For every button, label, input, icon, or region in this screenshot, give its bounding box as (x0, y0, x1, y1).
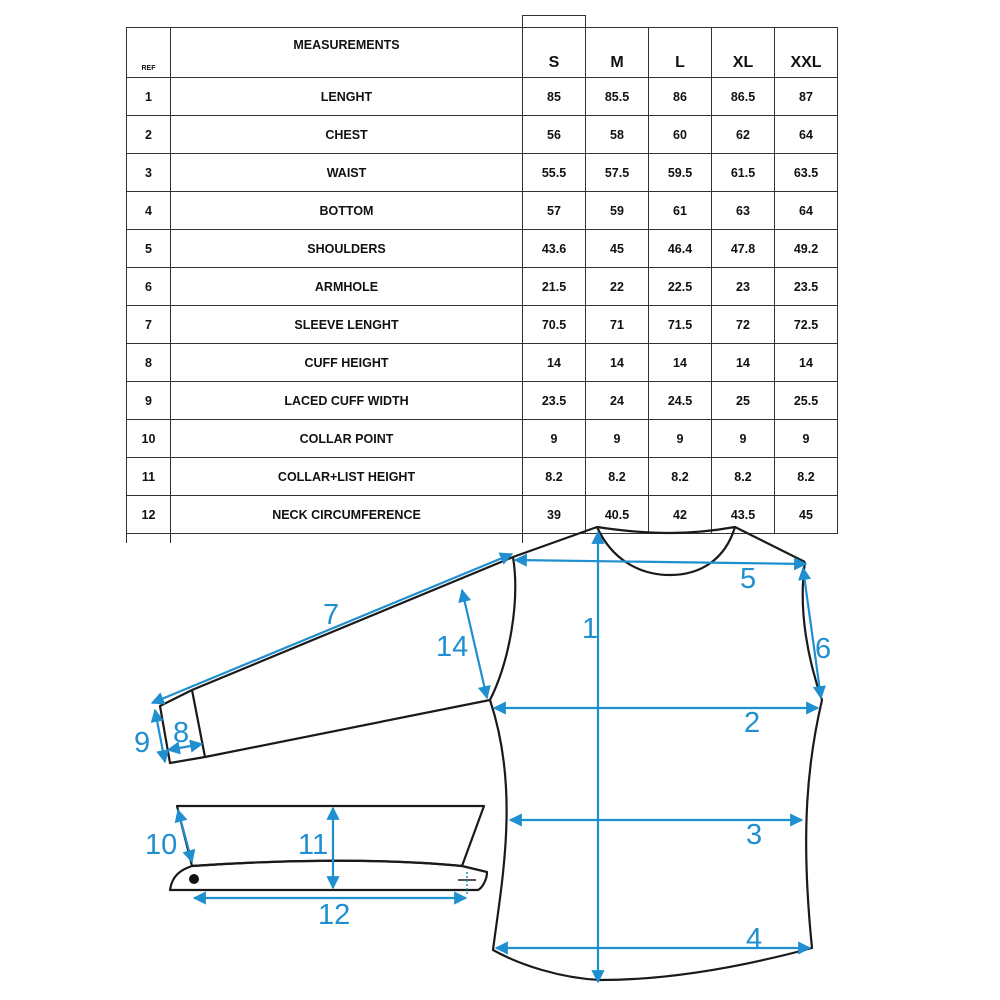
neckline (597, 527, 735, 575)
label-12: 12 (318, 899, 351, 931)
armhole-curve (490, 557, 515, 700)
label-6: 6 (815, 633, 832, 665)
row-value-l: 46.4 (649, 230, 712, 268)
row-value-m: 85.5 (586, 78, 649, 116)
collar-top (177, 806, 484, 866)
row-value-xl: 25 (712, 382, 775, 420)
row-value-xl: 62 (712, 116, 775, 154)
row-ref: 3 (127, 154, 171, 192)
row-value-m: 71 (586, 306, 649, 344)
row-value-l: 8.2 (649, 458, 712, 496)
label-11: 11 (298, 829, 329, 861)
row-value-xl: 63 (712, 192, 775, 230)
row-value-s: 8.2 (523, 458, 586, 496)
row-ref: 10 (127, 420, 171, 458)
collar-button (189, 874, 199, 884)
row-value-l: 22.5 (649, 268, 712, 306)
row-value-s: 56 (523, 116, 586, 154)
row-measurement-name: WAIST (171, 154, 523, 192)
row-measurement-name: SLEEVE LENGHT (171, 306, 523, 344)
header-size-xl: XL (712, 28, 775, 78)
row-ref: 6 (127, 268, 171, 306)
row-value-s: 39 (523, 496, 586, 534)
row-ref: 5 (127, 230, 171, 268)
header-measurements: MEASUREMENTS (171, 28, 523, 78)
row-value-xl: 47.8 (712, 230, 775, 268)
row-ref: 11 (127, 458, 171, 496)
label-5: 5 (740, 563, 757, 595)
row-value-m: 45 (586, 230, 649, 268)
row-measurement-name: SHOULDERS (171, 230, 523, 268)
row-value-l: 9 (649, 420, 712, 458)
dimension-arrows (152, 532, 821, 982)
label-9: 9 (134, 727, 151, 759)
row-value-xl: 61.5 (712, 154, 775, 192)
row-value-m: 40.5 (586, 496, 649, 534)
row-value-xl: 9 (712, 420, 775, 458)
dim-10-collar-point (178, 810, 192, 862)
row-value-s: 43.6 (523, 230, 586, 268)
row-value-m: 8.2 (586, 458, 649, 496)
dimension-labels (134, 563, 831, 955)
row-measurement-name: LACED CUFF WIDTH (171, 382, 523, 420)
row-value-s: 9 (523, 420, 586, 458)
row-value-m: 58 (586, 116, 649, 154)
row-ref: 8 (127, 344, 171, 382)
label-2: 2 (744, 707, 761, 739)
label-8: 8 (173, 717, 190, 749)
row-value-xl: 86.5 (712, 78, 775, 116)
row-value-s: 21.5 (523, 268, 586, 306)
row-value-xxl: 25.5 (775, 382, 838, 420)
row-value-xxl: 72.5 (775, 306, 838, 344)
row-value-xxl: 64 (775, 116, 838, 154)
header-size-m: M (586, 28, 649, 78)
row-value-s: 57 (523, 192, 586, 230)
row-value-xl: 14 (712, 344, 775, 382)
row-ref: 2 (127, 116, 171, 154)
row-value-xxl: 23.5 (775, 268, 838, 306)
row-value-l: 14 (649, 344, 712, 382)
row-value-xl: 23 (712, 268, 775, 306)
row-measurement-name: BOTTOM (171, 192, 523, 230)
collar-band (170, 861, 487, 890)
row-measurement-name: LENGHT (171, 78, 523, 116)
row-value-xxl: 64 (775, 192, 838, 230)
row-value-m: 59 (586, 192, 649, 230)
label-7: 7 (323, 599, 340, 631)
row-value-s: 14 (523, 344, 586, 382)
row-value-xxl: 9 (775, 420, 838, 458)
row-ref: 7 (127, 306, 171, 344)
row-measurement-name: COLLAR+LIST HEIGHT (171, 458, 523, 496)
row-value-m: 57.5 (586, 154, 649, 192)
row-value-xxl: 49.2 (775, 230, 838, 268)
label-10: 10 (145, 829, 178, 861)
row-measurement-name: ARMHOLE (171, 268, 523, 306)
row-value-m: 24 (586, 382, 649, 420)
label-4: 4 (746, 923, 763, 955)
row-value-xl: 72 (712, 306, 775, 344)
label-3: 3 (746, 819, 763, 851)
shirt-outline (160, 527, 822, 980)
row-value-m: 9 (586, 420, 649, 458)
label-14: 14 (436, 631, 469, 663)
cuff-seam (192, 690, 205, 757)
row-value-xxl: 87 (775, 78, 838, 116)
row-value-xxl: 63.5 (775, 154, 838, 192)
row-value-xl: 43.5 (712, 496, 775, 534)
row-measurement-name: COLLAR POINT (171, 420, 523, 458)
row-value-xxl: 8.2 (775, 458, 838, 496)
row-value-m: 14 (586, 344, 649, 382)
row-value-s: 85 (523, 78, 586, 116)
row-value-l: 60 (649, 116, 712, 154)
row-measurement-name: CHEST (171, 116, 523, 154)
row-ref: 12 (127, 496, 171, 534)
row-measurement-name: NECK CIRCUMFERENCE (171, 496, 523, 534)
label-1: 1 (582, 613, 599, 645)
row-value-xxl: 45 (775, 496, 838, 534)
row-value-m: 22 (586, 268, 649, 306)
row-value-l: 24.5 (649, 382, 712, 420)
dim-5-shoulders (515, 560, 806, 564)
row-ref: 1 (127, 78, 171, 116)
row-value-l: 59.5 (649, 154, 712, 192)
header-size-l: L (649, 28, 712, 78)
row-value-l: 71.5 (649, 306, 712, 344)
header-size-xxl: XXL (775, 28, 838, 78)
row-value-s: 23.5 (523, 382, 586, 420)
collar-outline (170, 806, 487, 895)
row-value-l: 86 (649, 78, 712, 116)
header-ref: REF (127, 28, 171, 78)
row-value-l: 42 (649, 496, 712, 534)
shoulder-line (513, 527, 805, 562)
row-ref: 4 (127, 192, 171, 230)
row-ref: 9 (127, 382, 171, 420)
dim-9-cuff-width (155, 710, 165, 762)
row-value-xxl: 14 (775, 344, 838, 382)
header-size-s: S (523, 28, 586, 78)
row-value-xl: 8.2 (712, 458, 775, 496)
body-outline (490, 562, 822, 980)
row-measurement-name: CUFF HEIGHT (171, 344, 523, 382)
row-value-l: 61 (649, 192, 712, 230)
row-value-s: 70.5 (523, 306, 586, 344)
row-value-s: 55.5 (523, 154, 586, 192)
